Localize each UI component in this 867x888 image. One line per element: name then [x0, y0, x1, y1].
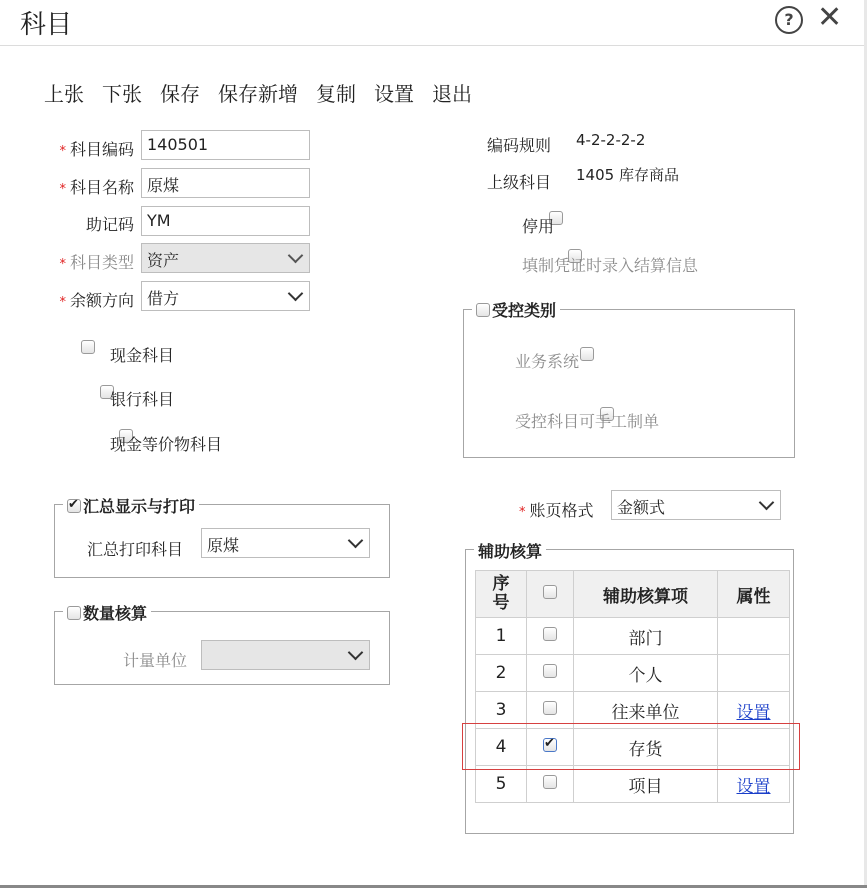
- required-mark: *: [59, 182, 66, 197]
- prev-button[interactable]: 上张: [44, 82, 84, 106]
- name-label-text: 科目名称: [69, 178, 134, 197]
- chevron-down-icon: [348, 645, 364, 661]
- summary-title: 汇总显示与打印: [83, 497, 196, 516]
- name-label: [44, 175, 134, 198]
- toolbar: [44, 78, 490, 107]
- row-checkbox[interactable]: [543, 664, 557, 678]
- required-mark: *: [59, 295, 66, 310]
- ledger-select[interactable]: [611, 490, 781, 520]
- row-seq: 2: [476, 655, 527, 692]
- cash-checkbox[interactable]: [81, 340, 95, 354]
- copy-button[interactable]: 复制: [316, 82, 356, 106]
- seq-header-text: 序号: [492, 574, 510, 613]
- row-attr: [718, 655, 790, 692]
- code-rule-value: 4-2-2-2-2: [576, 131, 646, 149]
- code-input[interactable]: 140501: [141, 130, 310, 160]
- quantity-title: 数量核算: [83, 604, 148, 623]
- required-mark: *: [59, 257, 66, 272]
- row-attr: [718, 618, 790, 655]
- code-label-text: 科目编码: [69, 140, 134, 159]
- required-mark: *: [59, 144, 66, 159]
- row-item: 部门: [574, 618, 718, 655]
- ledger-label: [519, 498, 594, 521]
- parent-value: 1405 库存商品: [576, 166, 679, 184]
- disabled-label: 停用: [522, 217, 555, 236]
- required-mark: *: [519, 505, 526, 520]
- code-rule-label: 编码规则: [487, 136, 552, 155]
- manual-label: 受控科目可手工制单: [515, 412, 660, 431]
- attr-header: 属性: [718, 571, 790, 618]
- next-button[interactable]: 下张: [102, 82, 142, 106]
- row-item: 个人: [574, 655, 718, 692]
- row-item: 往来单位: [574, 692, 718, 729]
- summary-print-select[interactable]: [201, 528, 370, 558]
- row-seq: 1: [476, 618, 527, 655]
- quantity-checkbox[interactable]: [67, 606, 81, 620]
- controlled-groupbox: [463, 309, 795, 458]
- row-checkbox-cell: [527, 766, 574, 803]
- controlled-title: 受控类别: [492, 301, 557, 320]
- direction-select[interactable]: [141, 281, 310, 311]
- cash-equiv-label: 现金等价物科目: [110, 435, 223, 454]
- chevron-down-icon: [288, 248, 304, 264]
- unit-select[interactable]: [201, 640, 370, 670]
- ledger-select-value: 金额式: [617, 498, 666, 517]
- quantity-legend: [63, 601, 151, 624]
- help-icon[interactable]: ?: [775, 6, 803, 34]
- row-attr: [718, 766, 790, 803]
- settings-button[interactable]: 设置: [374, 82, 414, 106]
- direction-label-text: 余额方向: [69, 291, 134, 310]
- unit-label: 计量单位: [123, 651, 188, 670]
- row-item: 项目: [574, 766, 718, 803]
- summary-legend: [63, 494, 199, 517]
- row-seq: 4: [476, 729, 527, 766]
- table-row: [476, 766, 790, 803]
- table-row: [476, 618, 790, 655]
- direction-select-value: 借方: [147, 289, 180, 308]
- aux-table-header: [476, 571, 790, 618]
- row-seq: 5: [476, 766, 527, 803]
- save-new-button[interactable]: 保存新增: [218, 82, 298, 106]
- type-select[interactable]: [141, 243, 310, 273]
- row-seq: 3: [476, 692, 527, 729]
- chevron-down-icon: [288, 286, 304, 302]
- mnemonic-label: 助记码: [85, 215, 134, 234]
- type-label: [44, 250, 134, 273]
- exit-button[interactable]: 退出: [432, 82, 472, 106]
- row-checkbox[interactable]: [543, 701, 557, 715]
- summary-print-label: 汇总打印科目: [87, 540, 184, 559]
- direction-label: [44, 288, 134, 311]
- controlled-legend: [472, 298, 560, 321]
- business-checkbox[interactable]: [580, 347, 594, 361]
- row-item: 存货: [574, 729, 718, 766]
- bank-label: 银行科目: [110, 390, 175, 409]
- settle-label: 填制凭证时录入结算信息: [522, 256, 699, 275]
- chevron-down-icon: [759, 495, 775, 511]
- header-divider: [0, 45, 867, 46]
- row-checkbox[interactable]: [543, 775, 557, 789]
- cash-label: 现金科目: [110, 346, 175, 365]
- selected-row-highlight: [462, 723, 800, 770]
- select-all-header: [527, 571, 574, 618]
- aux-legend: 辅助核算: [474, 539, 546, 562]
- ledger-label-text: 账页格式: [529, 501, 594, 520]
- type-select-value: 资产: [147, 251, 180, 270]
- summary-checkbox[interactable]: [67, 499, 81, 513]
- chevron-down-icon: [348, 533, 364, 549]
- row-checkbox[interactable]: [543, 627, 557, 641]
- row-attr-link[interactable]: 设置: [736, 702, 771, 723]
- save-button[interactable]: 保存: [160, 82, 200, 106]
- select-all-checkbox[interactable]: [543, 585, 557, 599]
- close-icon[interactable]: ✕: [817, 0, 843, 35]
- item-header: 辅助核算项: [574, 571, 718, 618]
- type-label-text: 科目类型: [69, 253, 134, 272]
- row-attr-link[interactable]: 设置: [736, 776, 771, 797]
- table-row: [476, 655, 790, 692]
- dialog-title: 科目: [20, 10, 73, 40]
- seq-header: [476, 571, 527, 618]
- row-checkbox-cell: [527, 655, 574, 692]
- controlled-checkbox[interactable]: [476, 303, 490, 317]
- mnemonic-input[interactable]: YM: [141, 206, 310, 236]
- name-input[interactable]: 原煤: [141, 168, 310, 198]
- row-checkbox-cell: [527, 618, 574, 655]
- code-label: [44, 137, 134, 160]
- summary-print-value: 原煤: [207, 536, 240, 555]
- business-label: 业务系统: [515, 352, 580, 371]
- parent-label: 上级科目: [487, 173, 552, 192]
